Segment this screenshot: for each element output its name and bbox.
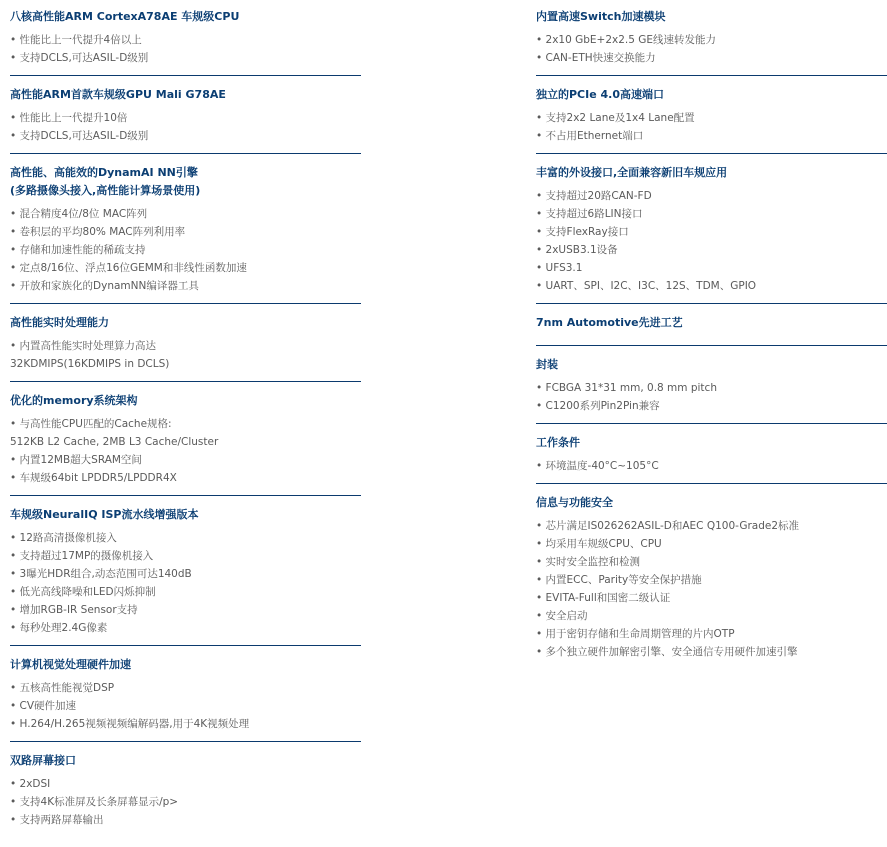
spec-item: • 内置ECC、Parity等安全保护措施 [536, 574, 702, 586]
spec-item: • 支持4K标准屏及长条屏幕显示/p> [10, 796, 179, 808]
spec-item: • 支持两路屏幕输出 [10, 814, 104, 826]
spec-section [10, 314, 361, 382]
section-title: 独立的PCIe 4.0高速端口 [536, 88, 665, 101]
spec-item: • 五核高性能视觉DSP [10, 682, 115, 694]
section-title: 7nm Automotive先进工艺 [536, 316, 683, 329]
spec-section [10, 392, 361, 496]
spec-item: • FCBGA 31*31 mm, 0.8 mm pitch [536, 382, 717, 394]
spec-item: • EVITA-Full和国密二级认证 [536, 592, 671, 604]
spec-item: • 内置12MB超大SRAM空间 [10, 454, 142, 466]
spec-item: • 每秒处理2.4G像素 [10, 622, 108, 634]
spec-item: • 2xDSI [10, 778, 51, 790]
spec-item: • 芯片满足IS026262ASIL-D和AEC Q100-Grade2标准 [536, 520, 800, 532]
spec-section [536, 356, 887, 424]
spec-item: • UFS3.1 [536, 262, 583, 274]
spec-item: • 3曝光HDR组合,动态范围可达140dB [10, 568, 192, 580]
spec-item: • 环境温度-40°C~105°C [536, 460, 659, 472]
spec-item: 32KDMIPS(16KDMIPS in DCLS) [10, 358, 170, 370]
spec-item: • 支持超过20路CAN-FD [536, 190, 652, 202]
spec-item: • 安全启动 [536, 610, 588, 622]
spec-item: • 车规级64bit LPDDR5/LPDDR4X [10, 472, 177, 484]
section-title: 封装 [536, 358, 558, 371]
spec-item: • 实时安全监控和检测 [536, 556, 641, 568]
section-title: 高性能ARM首款车规级GPU Mali G78AE [10, 88, 226, 101]
spec-item: • C1200系列Pin2Pin兼容 [536, 400, 660, 412]
spec-section [536, 8, 887, 76]
section-title: 计算机视觉处理硬件加速 [10, 658, 131, 671]
spec-item: • 支持DCLS,可达ASIL-D级别 [10, 130, 149, 142]
section-title: 八核高性能ARM CortexA78AE 车规级CPU [10, 10, 240, 23]
section-title: 高性能、高能效的DynamAI NN引擎 (多路摄像头接入,高性能计算场景使用) [10, 166, 201, 197]
spec-item: • 2xUSB3.1设备 [536, 244, 618, 256]
spec-item: 512KB L2 Cache, 2MB L3 Cache/Cluster [10, 436, 219, 448]
spec-item: • 性能比上一代提升4倍以上 [10, 34, 142, 46]
spec-item: • 多个独立硬件加解密引擎、安全通信专用硬件加速引擎 [536, 646, 798, 658]
spec-section [536, 494, 887, 669]
spec-section [536, 164, 887, 304]
spec-section [10, 8, 361, 76]
spec-item: • 支持2x2 Lane及1x4 Lane配置 [536, 112, 695, 124]
spec-item: • 支持DCLS,可达ASIL-D级别 [10, 52, 149, 64]
right-column [536, 2, 887, 679]
section-title: 优化的memory系统架构 [10, 394, 138, 407]
spec-section [10, 656, 361, 742]
spec-section [536, 86, 887, 154]
spec-item: • 支持超过6路LIN接口 [536, 208, 643, 220]
section-title: 内置高速Switch加速模块 [536, 10, 666, 23]
spec-item: • 用于密钥存储和生命周期管理的片内OTP [536, 628, 735, 640]
section-title: 丰富的外设接口,全面兼容新旧车规应用 [536, 166, 728, 179]
spec-item: • 内置高性能实时处理算力高达 [10, 340, 157, 352]
spec-item: • 卷积层的平均80% MAC阵列利用率 [10, 226, 186, 238]
spec-item: • 与高性能CPU匹配的Cache规格: [10, 418, 172, 430]
spec-item: • CAN-ETH快速交换能力 [536, 52, 656, 64]
spec-item: • CV硬件加速 [10, 700, 77, 712]
spec-item: • H.264/H.265视频视频编解码器,用于4K视频处理 [10, 718, 250, 730]
spec-item: • 存储和加速性能的稀疏支持 [10, 244, 146, 256]
section-title: 工作条件 [536, 436, 580, 449]
section-title: 双路屏幕接口 [10, 754, 76, 767]
spec-section [536, 434, 887, 484]
section-title: 高性能实时处理能力 [10, 316, 109, 329]
spec-item: • 混合精度4位/8位 MAC阵列 [10, 208, 148, 220]
spec-item: • 均采用车规级CPU、CPU [536, 538, 662, 550]
section-title: 信息与功能安全 [536, 496, 613, 509]
spec-section [10, 164, 361, 304]
spec-item: • 不占用Ethernet端口 [536, 130, 644, 142]
spec-item: • UART、SPI、I2C、I3C、12S、TDM、GPIO [536, 280, 757, 292]
left-column [10, 2, 361, 847]
spec-section [10, 752, 361, 837]
spec-item: • 开放和家族化的DynamNN编译器工具 [10, 280, 199, 292]
spec-item: • 支持超过17MP的摄像机接入 [10, 550, 154, 562]
spec-item: • 2x10 GbE+2x2.5 GE线速转发能力 [536, 34, 717, 46]
spec-item: • 12路高清摄像机接入 [10, 532, 117, 544]
section-title: 车规级NeuralIQ ISP流水线增强版本 [10, 508, 199, 521]
spec-item: • 支持FlexRay接口 [536, 226, 629, 238]
spec-item: • 增加RGB-IR Sensor支持 [10, 604, 138, 616]
spec-item: • 低光高线降噪和LED闪烁抑制 [10, 586, 156, 598]
spec-section [10, 86, 361, 154]
spec-item: • 定点8/16位、浮点16位GEMM和非线性函数加速 [10, 262, 247, 274]
spec-section [536, 314, 887, 346]
spec-item: • 性能比上一代提升10倍 [10, 112, 128, 124]
spec-section [10, 506, 361, 646]
